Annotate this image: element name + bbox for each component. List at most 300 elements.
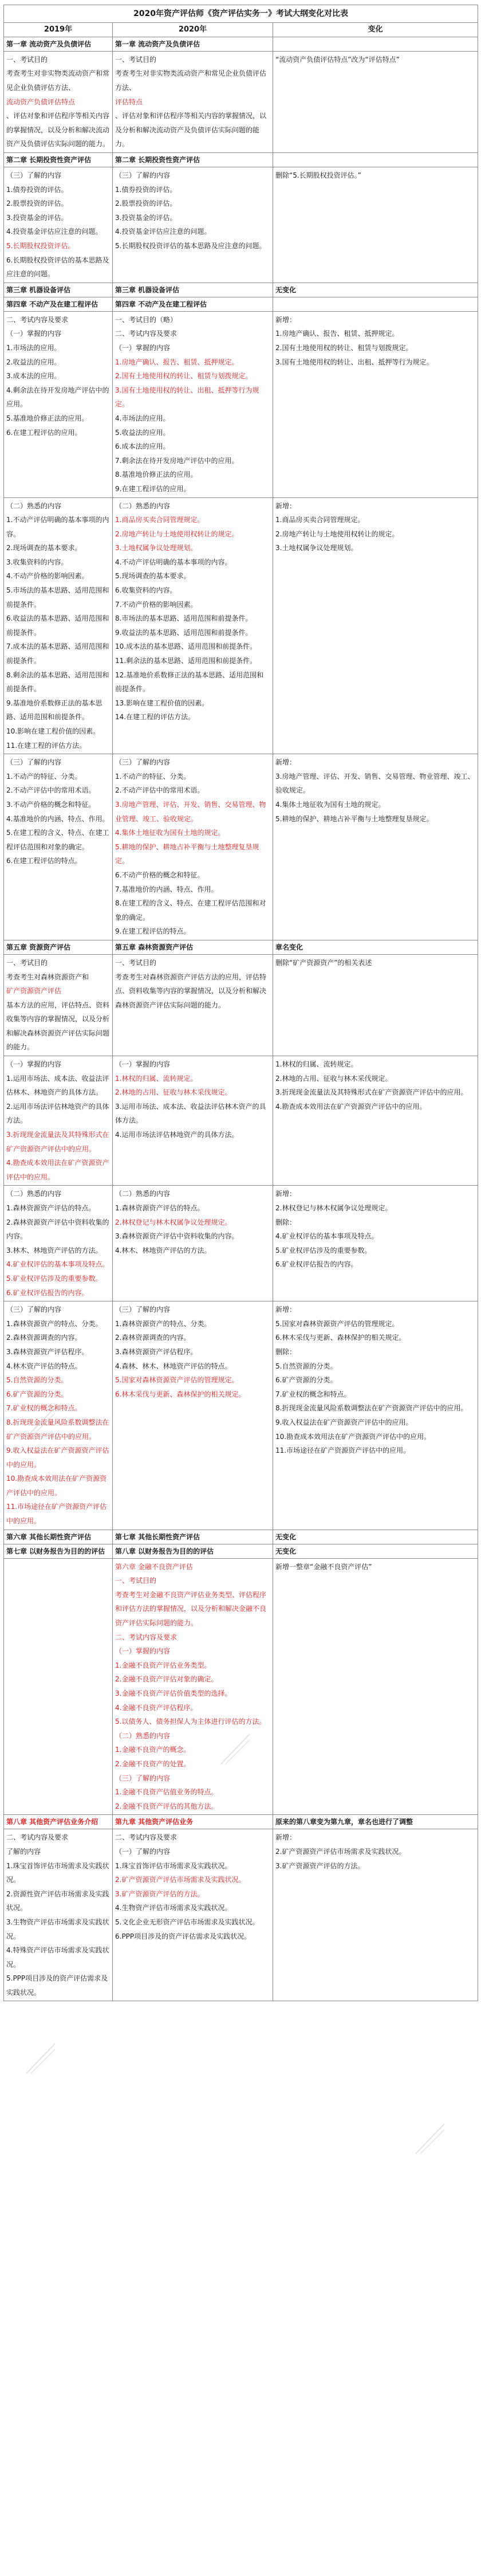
cell-line: 8.剩余法的基本思路、适用范围和前提条件。 (6, 671, 109, 693)
watermark-icon (23, 2040, 58, 2076)
cell-line: 2.不动产评估中的常用术语。 (115, 786, 204, 795)
cell-2019 (4, 1530, 113, 1544)
cell-line: 删除： (275, 1347, 297, 1356)
cell-line: （二）熟悉的内容 (115, 501, 171, 510)
cell-line: 第四章 不动产及在建工程评估 (115, 300, 207, 308)
cell-line: 矿产资源资产评估 (6, 987, 62, 995)
cell-2020 (113, 297, 273, 311)
cell-line: 11.市场途径在矿产资源资产评估中的应用。 (6, 1503, 107, 1526)
cell-change (273, 37, 478, 51)
cell-line: 新增： (275, 315, 297, 324)
cell-line: 4.运用市场法评估林地资产的具体方法。 (115, 1131, 239, 1139)
cell-line: 3.房地产管理、评估、开发、销售、交易管理、物业管理、竣工、验收规定。 (115, 800, 266, 823)
cell-2020 (113, 1829, 273, 2001)
cell-line: 4.市场法的应用。 (115, 414, 170, 422)
cell-line: 删除“5.长期股权投资评估。” (275, 171, 361, 180)
cell-line: 考查考生对金融不良资产评估业务类型、评估程序和评估方法的掌握情况，以及分析和解决金融不良资产评估实际问题的能力。 (115, 1590, 267, 1628)
cell-2019 (4, 1815, 113, 1829)
table-row (4, 754, 478, 940)
cell-2020 (113, 1186, 273, 1301)
cell-line: 第八章 以财务报告为目的的评估 (115, 1547, 214, 1555)
cell-line: 7.基准地价的内涵、特点、作用。 (115, 885, 218, 893)
cell-line: 第三章 机器设备评估 (115, 285, 180, 294)
cell-line: 1.森林资源资产评估的特点。 (6, 1204, 96, 1213)
cell-line: 8.折现现金流量风险系数调整法在矿产资源资产评估中的应用。 (275, 1404, 468, 1413)
chapter-row (4, 37, 478, 51)
cell-line: 4.矿业权评估的基本事项及特点。 (6, 1260, 109, 1269)
cell-line: 3.折现现金流量法及其特殊形式在矿产资源资产评估中的应用。 (275, 1088, 468, 1097)
cell-line: 2.金融不良资产的处置。 (115, 1759, 191, 1768)
cell-line: 考查考生对非实物类流动资产和常见企业负债评估方法、 (6, 69, 110, 92)
cell-line: 4.不动产价格的影响因素。 (6, 572, 89, 581)
cell-line: 3.土地权属争议处理规划。 (275, 544, 358, 552)
cell-line: 4.勘查成本效用法在矿产资源资产评估中的应用。 (275, 1102, 427, 1111)
cell-line: 3.投资基金的评估。 (115, 213, 177, 222)
cell-line: 2.林地的占用、征收与林木采伐规定。 (115, 1088, 232, 1097)
cell-line: 5.收益法的应用。 (115, 428, 170, 437)
cell-line: 14.在建工程的评估方法。 (115, 713, 195, 722)
cell-change (273, 1186, 478, 1301)
column-header-2019: 2019年 (4, 23, 113, 37)
cell-change (273, 940, 478, 954)
cell-2020 (113, 940, 273, 954)
cell-line: 10.成本法的基本思路、适用范围和前提条件。 (115, 642, 257, 651)
cell-line: 5.PPP项目涉及的资产评估需求及实践状况。 (6, 1974, 108, 1997)
cell-line: 1.房地产确认、报告、租赁、抵押规定。 (115, 358, 239, 366)
cell-2020 (113, 954, 273, 1056)
cell-change (273, 153, 478, 167)
cell-line: 2.森林资源调查的内容。 (115, 1334, 191, 1342)
cell-2019 (4, 51, 113, 152)
cell-line: 3.森林资源资产评估程序。 (6, 1347, 89, 1356)
cell-line: 1.森林资源资产的特点、分类。 (6, 1319, 102, 1328)
cell-line: 3.国有土地使用权的转让、出租、抵押等行为规定。 (115, 386, 259, 409)
cell-line: 2.运用市场法评估林地资产的具体方法。 (6, 1102, 109, 1125)
cell-2020 (113, 283, 273, 297)
cell-line: 1.市场法的应用。 (6, 343, 61, 352)
cell-2019 (4, 1558, 113, 1815)
cell-line: 二、考试内容及要求 (6, 1833, 69, 1842)
table-row (4, 1558, 478, 1815)
cell-line: 7.不动产价格的影响因素。 (115, 600, 198, 609)
cell-line: 4.生物资产评估市场需求及实践状况。 (115, 1904, 232, 1912)
cell-change (273, 311, 478, 497)
cell-line: 1.商品房买卖合同管理规定。 (275, 516, 365, 524)
cell-line: 5.耕地的保护、耕地占补平衡与土地整理复垦规定。 (115, 842, 259, 865)
cell-line: （三）了解的内容 (6, 1305, 62, 1314)
cell-change (273, 954, 478, 1056)
cell-line: 2.现场调查的基本要求。 (6, 544, 82, 552)
cell-line: 6.PPP项目涉及的资产评估需求及实践状况。 (115, 1932, 251, 1940)
cell-line: 1.房地产确认、报告、租赁、抵押规定。 (275, 330, 399, 338)
cell-line: 新增： (275, 1305, 297, 1314)
cell-line: 4.特殊资产评估市场需求及实践状况。 (6, 1946, 109, 1969)
cell-line: （一）了解的内容 (115, 1847, 171, 1856)
cell-line: 6.成本法的应用。 (115, 442, 170, 451)
cell-line: 无变化 (275, 1547, 297, 1555)
cell-2019 (4, 153, 113, 167)
cell-line: 2.矿产资源资产评估市场需求及实践状况。 (275, 1847, 406, 1856)
cell-line: 无变化 (275, 285, 297, 294)
cell-change (273, 1558, 478, 1815)
table-row (4, 167, 478, 283)
cell-line: 2.国有土地使用权的转让、租赁与划拨规定。 (275, 343, 413, 352)
cell-line: 1.金融不良资产的概念。 (115, 1746, 191, 1754)
cell-2019 (4, 311, 113, 497)
cell-2019 (4, 37, 113, 51)
cell-line: 2.股票投资的评估。 (6, 199, 68, 208)
cell-line: 8.基准地价修正法的应用。 (115, 470, 198, 479)
cell-line: 9.收入权益法在矿产资源资产评估中的应用。 (275, 1418, 413, 1426)
cell-line: 3.国有土地使用权的转让、出租、抵押等行为规定。 (275, 358, 433, 366)
cell-line: 第一章 流动资产及负债评估 (115, 40, 200, 48)
cell-line: 删除： (275, 1218, 297, 1226)
cell-line: 8.市场法的基本思路、适用范围和前提条件。 (115, 614, 253, 623)
cell-line: 4.集体土地征收为国有土地的规定。 (115, 829, 225, 837)
cell-line: 5.现场调查的基本要求。 (115, 572, 191, 581)
cell-change (273, 1530, 478, 1544)
cell-change (273, 283, 478, 297)
cell-line: 4.林木资产评估的特点。 (6, 1362, 82, 1370)
cell-line: 1.森林资源资产的特点、分类。 (115, 1319, 211, 1328)
cell-line: 10.勘查成本效用法在矿产资源资产评估中的应用。 (275, 1432, 431, 1441)
cell-line: 4.不动产评估明确的基本事项的内容。 (115, 558, 232, 566)
cell-line: 考查考生对森林资源资产评估方法的应用，评估特点、资料收集等内容的掌握情况，以及分析和解决森林资源资产评估实际问题的能力。 (115, 973, 267, 1009)
chapter-row (4, 1530, 478, 1544)
cell-line: 7.剩余法在待开发房地产评估中的应用。 (115, 456, 239, 465)
cell-2019 (4, 167, 113, 283)
cell-line: 二、考试内容及要求 (6, 315, 69, 324)
cell-2020 (113, 1815, 273, 1829)
cell-line: 2.林权登记与林木权属争议处理规定。 (115, 1218, 232, 1226)
cell-line: 3.金融不良资产评估价值类型的选择。 (115, 1689, 232, 1698)
cell-line: 4.投资基金评估应注意的问题。 (115, 228, 211, 236)
cell-2020 (113, 51, 273, 152)
table-title: 2020年资产评估师《资产评估实务一》考试大纲变化对比表 (4, 5, 478, 23)
cell-line: 新增一整章“金融不良资产评估” (275, 1562, 372, 1571)
cell-2020 (113, 153, 273, 167)
cell-change (273, 754, 478, 940)
cell-line: （三）了解的内容 (115, 758, 171, 767)
cell-line: 1.森林资源资产评估的特点。 (115, 1204, 204, 1213)
chapter-row (4, 283, 478, 297)
cell-line: （二）熟悉的内容 (6, 501, 62, 510)
cell-line: 2.收益法的应用。 (6, 358, 61, 366)
cell-line: 8.在建工程的含义、特点、在建工程评估范围和对象的确定。 (115, 899, 266, 922)
cell-line: 一、考试目的（略） (115, 315, 178, 324)
cell-line: 4.基准地价的内涵、特点、作用。 (6, 814, 109, 823)
cell-2019 (4, 754, 113, 940)
cell-line: 2.林地的占用、征收与林木采伐规定。 (275, 1074, 392, 1083)
cell-line: “流动资产负债评估特点”改为“评估特点” (275, 55, 400, 64)
cell-line: 第三章 机器设备评估 (6, 285, 71, 294)
cell-line: 5.基准地价修正法的应用。 (6, 414, 89, 422)
cell-line: 3.林木、林地资产评估的方法。 (6, 1246, 102, 1254)
chapter-row (4, 1544, 478, 1558)
cell-line: 新增： (275, 1190, 297, 1198)
cell-line: 5.矿业权评估涉及的重要参数。 (275, 1246, 372, 1254)
cell-line: 第四章 不动产及在建工程评估 (6, 300, 98, 308)
cell-line: 、评估对象和评估程序等相关内容的掌握情况，以及分析和解决流动资产及负债评估实际问题的能力。 (115, 112, 267, 148)
cell-line: 6.收益法的基本思路、适用范围和前提条件。 (6, 614, 109, 637)
cell-line: 13.影响在建工程价值的因素。 (115, 699, 209, 707)
cell-line: 第九章 其他资产评估业务 (115, 1818, 194, 1826)
cell-2019 (4, 283, 113, 297)
cell-line: 5.以债务人、债务担保人为主体进行评估的方法。 (115, 1718, 266, 1726)
cell-change (273, 1544, 478, 1558)
cell-line: 12.基准地价系数修正法的基本思路、适用范围和前提条件。 (115, 671, 264, 693)
cell-line: 2.股票投资的评估。 (115, 199, 177, 208)
cell-2020 (113, 1558, 273, 1815)
cell-change (273, 497, 478, 754)
cell-line: 2.房地产转让与土地使用权转让的规定。 (115, 530, 239, 538)
cell-line: 第八章 其他资产评估业务介绍 (6, 1818, 98, 1826)
cell-line: 3.不动产价格的概念和特征。 (6, 800, 96, 809)
cell-line: 4.剩余法在待开发房地产评估中的应用。 (6, 386, 109, 409)
cell-line: 第五章 森林资源资产评估 (115, 943, 194, 951)
cell-line: 了解的内容 (6, 1847, 41, 1856)
column-header-change: 变化 (273, 23, 478, 37)
cell-line: 3.森林资源资产评估中资料收集的内容。 (115, 1232, 239, 1241)
cell-line: 4.森林、林木、林地资产评估的特点。 (115, 1362, 232, 1370)
table-row (4, 1301, 478, 1530)
cell-line: 6.长期股权投资评估的基本思路及应注意的问题。 (6, 256, 109, 279)
cell-change (273, 1815, 478, 1829)
cell-line: 第二章 长期投资性资产评估 (115, 156, 200, 164)
cell-line: （二）熟悉的内容 (6, 1190, 62, 1198)
cell-2019 (4, 954, 113, 1056)
cell-line: 2.国有土地使用权的转让、租赁与划拨规定。 (115, 372, 253, 381)
table-row (4, 1056, 478, 1186)
cell-line: 1.不动产的特征、分类。 (115, 772, 191, 781)
chapter-row (4, 940, 478, 954)
cell-line: 第六章 其他长期性资产评估 (6, 1532, 92, 1541)
cell-line: 10.勘查成本效用法在矿产资源资产评估中的应用。 (6, 1475, 107, 1497)
cell-line: （三）了解的内容 (115, 1774, 171, 1782)
table-row (4, 311, 478, 497)
cell-line: 1.商品房买卖合同管理规定。 (115, 516, 204, 524)
table-body (4, 37, 478, 2001)
cell-line: 第二章 长期投资性资产评估 (6, 156, 92, 164)
cell-line: 删除“矿产资源资产”的相关表述 (275, 958, 372, 967)
cell-line: （三）了解的内容 (6, 171, 62, 180)
chapter-row (4, 297, 478, 311)
cell-line: （一）掌握的内容 (115, 343, 171, 352)
cell-line: 2.不动产评估中的常用术语。 (6, 786, 96, 795)
cell-line: 9.在建工程评估的应用。 (115, 484, 191, 493)
cell-2019 (4, 1056, 113, 1186)
cell-line: 5.长期股权投资评估。 (6, 242, 75, 250)
cell-line: 4.集体土地征收为国有土地的规定。 (275, 800, 385, 809)
cell-line: 流动资产负债评估特点 (6, 97, 76, 106)
cell-line: （二）熟悉的内容 (115, 1190, 171, 1198)
cell-line: 1.债券投资的评估。 (115, 185, 177, 194)
cell-line: 4.林木、林地资产评估的方法。 (115, 1246, 211, 1254)
cell-line: 6.矿产资源的分类。 (275, 1376, 337, 1385)
cell-line: 第五章 资源资产评估 (6, 943, 71, 951)
cell-line: 8.折现现金流量风险系数调整法在矿产资源资产评估中的应用。 (6, 1418, 109, 1441)
cell-line: 第七章 以财务报告为目的的评估 (6, 1547, 105, 1555)
cell-line: 3.土地权属争议处理规划。 (115, 544, 198, 552)
cell-line: 6.矿产资源的分类。 (6, 1390, 68, 1398)
cell-line: 2.林权登记与林木权属争议处理规定。 (275, 1204, 392, 1213)
cell-line: 9.收益法的基本思路、适用范围和前提条件。 (115, 628, 253, 637)
cell-line: 一、考试目的 (115, 55, 157, 64)
cell-line: 2.金融不良资产评估对象的确定。 (115, 1675, 218, 1684)
cell-line: 4.投资基金评估应注意的问题。 (6, 228, 102, 236)
cell-line: 6.在建工程评估的特点。 (6, 857, 82, 865)
chapter-row (4, 153, 478, 167)
cell-line: 2.森林资源调查的内容。 (6, 1334, 82, 1342)
cell-line: 6.林木采伐与更新、森林保护的相关规定。 (115, 1390, 246, 1398)
cell-line: （一）掌握的内容 (115, 1647, 171, 1656)
cell-line: 3.矿产资源资产评估的方法。 (275, 1861, 365, 1870)
cell-change (273, 297, 478, 311)
cell-line: 2.资源性资产评估市场需求及实践状况。 (6, 1889, 109, 1912)
cell-2020 (113, 497, 273, 754)
cell-2019 (4, 1544, 113, 1558)
cell-line: （一）掌握的内容 (6, 330, 62, 338)
cell-line: 新增： (275, 501, 297, 510)
cell-2020 (113, 167, 273, 283)
cell-line: 3.生物资产评估市场需求及实践状况。 (6, 1918, 109, 1940)
cell-line: 考查考生对非实物类流动资产和常见企业负债评估方法、 (115, 69, 267, 92)
cell-2019 (4, 1186, 113, 1301)
cell-line: 5.国家对森林资源资产评估的管理规定。 (275, 1319, 399, 1328)
cell-change (273, 1056, 478, 1186)
cell-line: 5.矿业权评估涉及的重要参数。 (6, 1274, 102, 1283)
cell-line: 3.运用市场法、成本法、收益法评估林木资产的具体方法。 (115, 1102, 266, 1125)
cell-line: 3.收集资料的内容。 (6, 558, 68, 566)
cell-2020 (113, 1544, 273, 1558)
cell-change (273, 51, 478, 152)
cell-line: 4.金融不良资产评估程序。 (115, 1703, 198, 1712)
cell-line: 2.金融不良资产评估的其他方法。 (115, 1802, 218, 1810)
cell-line: 一、考试目的 (115, 1577, 157, 1585)
cell-line: 新增： (275, 758, 297, 767)
cell-2019 (4, 297, 113, 311)
cell-line: 一、考试目的 (6, 958, 48, 967)
cell-line: 6.收集资料的内容。 (115, 586, 177, 595)
cell-2020 (113, 1056, 273, 1186)
cell-line: 5.自然资源的分类。 (6, 1376, 68, 1385)
cell-line: 1.不动产评估明确的基本事项的内容。 (6, 516, 109, 538)
cell-2019 (4, 497, 113, 754)
cell-2020 (113, 1301, 273, 1530)
cell-line: 原来的第八章变为第九章，章名也进行了调整 (275, 1818, 413, 1826)
cell-line: 二、考试内容及要求 (115, 1833, 178, 1842)
cell-line: 9.基准地价系数修正法的基本思路、适用范围和前提条件。 (6, 699, 102, 722)
cell-line: 1.珠宝首饰评估市场需求及实践状况。 (115, 1861, 232, 1870)
cell-line: 1.金融不良资产评估业务类型。 (115, 1661, 211, 1669)
table-row (4, 51, 478, 152)
cell-line: 3.成本法的应用。 (6, 372, 61, 381)
cell-line: 4.勘查成本效用法在矿产资源资产评估中的应用。 (6, 1159, 109, 1181)
cell-line: 考查考生对森林资源资产和 (6, 973, 89, 981)
cell-line: 1.不动产的特征、分类。 (6, 772, 82, 781)
cell-2020 (113, 311, 273, 497)
cell-line: 无变化 (275, 1532, 297, 1541)
cell-line: 1.债券投资的评估。 (6, 185, 68, 194)
cell-line: 二、考试内容及要求 (115, 330, 178, 338)
cell-line: 6.不动产价格的概念和特征。 (115, 871, 204, 879)
cell-line: 2.森林资源资产评估中资料收集的内容。 (6, 1218, 109, 1241)
cell-line: 第一章 流动资产及负债评估 (6, 40, 92, 48)
cell-line: 6.林木采伐与更新、森林保护的相关规定。 (275, 1334, 406, 1342)
cell-line: 2.房地产转让与土地使用权转让的规定。 (275, 530, 399, 538)
cell-line: 1.林权的归属、流转规定。 (115, 1074, 198, 1083)
cell-line: 7.成本法的基本思路、适用范围和前提条件。 (6, 642, 109, 665)
cell-line: 7.矿业权的概念和特点。 (275, 1390, 351, 1398)
cell-2019 (4, 1829, 113, 2001)
cell-line: 3.森林资源资产评估程序。 (115, 1347, 198, 1356)
cell-2019 (4, 940, 113, 954)
table-row (4, 1186, 478, 1301)
cell-2020 (113, 37, 273, 51)
cell-line: 11.剩余法的基本思路、适用范围和前提条件。 (115, 657, 257, 665)
cell-line: 一、考试目的 (115, 958, 157, 967)
cell-line: 3.矿产资源资产评估的方法。 (115, 1889, 204, 1898)
table-row (4, 1829, 478, 2001)
cell-line: 5.耕地的保护、耕地占补平衡与土地整理复垦规定。 (275, 814, 433, 823)
cell-line: 5.国家对森林资源资产评估的管理规定。 (115, 1376, 239, 1385)
cell-line: 5.在建工程的含义、特点、在建工程评估范围和对象的确定。 (6, 829, 109, 851)
cell-line: 6.矿业权评估报告的内容。 (6, 1288, 89, 1297)
cell-line: 3.投资基金的评估。 (6, 213, 68, 222)
cell-line: 1.金融不良资产估值业务的特点。 (115, 1788, 218, 1797)
cell-line: （二）熟悉的内容 (115, 1731, 171, 1740)
cell-line: （三）了解的内容 (6, 758, 62, 767)
cell-line: 基本方法的应用，评估特点、资料收集等内容的掌握情况，以及分析和解决森林资源资产评估实际问题的能力。 (6, 1001, 110, 1052)
cell-change (273, 1301, 478, 1530)
cell-2020 (113, 1530, 273, 1544)
watermark-icon (412, 2120, 448, 2156)
cell-line: 5.文化企业无形资产评估市场需求及实践状况。 (115, 1918, 259, 1926)
cell-line: 10.影响在建工程价值的因素。 (6, 727, 100, 736)
cell-line: 第六章 金融不良资产评估 (115, 1562, 193, 1571)
cell-line: 1.运用市场法、成本法、收益法评估林木、林地资产的具体方法。 (6, 1074, 109, 1097)
chapter-row (4, 1815, 478, 1829)
cell-line: （一）掌握的内容 (6, 1060, 62, 1069)
comparison-sheet (3, 5, 478, 2001)
cell-line: 9.在建工程评估的特点。 (115, 927, 191, 936)
cell-2019 (4, 1301, 113, 1530)
cell-line: 、评估对象和评估程序等相关内容的掌握情况，以及分析和解决流动资产及负债评估实际问题的能力。 (6, 112, 110, 148)
cell-line: 评估特点 (115, 97, 143, 106)
cell-change (273, 167, 478, 283)
cell-line: 1.珠宝首饰评估市场需求及实践状况。 (6, 1861, 109, 1884)
cell-line: 11.在建工程的评估方法。 (6, 741, 86, 750)
cell-line: 5.市场法的基本思路、适用范围和前提条件。 (6, 586, 109, 609)
cell-line: （一）掌握的内容 (115, 1060, 171, 1069)
cell-line: 3.折现现金流量法及其特殊形式在矿产资源资产评估中的应用。 (6, 1131, 109, 1153)
table-row (4, 954, 478, 1056)
cell-line: 4.矿业权评估的基本事项及特点。 (275, 1232, 379, 1241)
cell-line: （三）了解的内容 (115, 1305, 171, 1314)
cell-line: 3.房地产管理、评估、开发、销售、交易管理、物业管理、竣工、验收规定。 (275, 772, 475, 795)
cell-line: （三）了解的内容 (115, 171, 171, 180)
cell-line: 6.矿业权评估报告的内容。 (275, 1260, 358, 1269)
cell-line: 新增： (275, 1833, 297, 1842)
cell-2020 (113, 754, 273, 940)
cell-line: 2.矿产资源资产评估市场需求及实践状况。 (115, 1876, 246, 1884)
cell-line: 1.林权的归属、流转规定。 (275, 1060, 358, 1069)
cell-line: 章名变化 (275, 943, 303, 951)
cell-change (273, 1829, 478, 2001)
cell-line: 一、考试目的 (6, 55, 48, 64)
column-header-2020: 2020年 (113, 23, 273, 37)
cell-line: 5.长期股权投资评估的基本思路及应注意的问题。 (115, 242, 266, 250)
